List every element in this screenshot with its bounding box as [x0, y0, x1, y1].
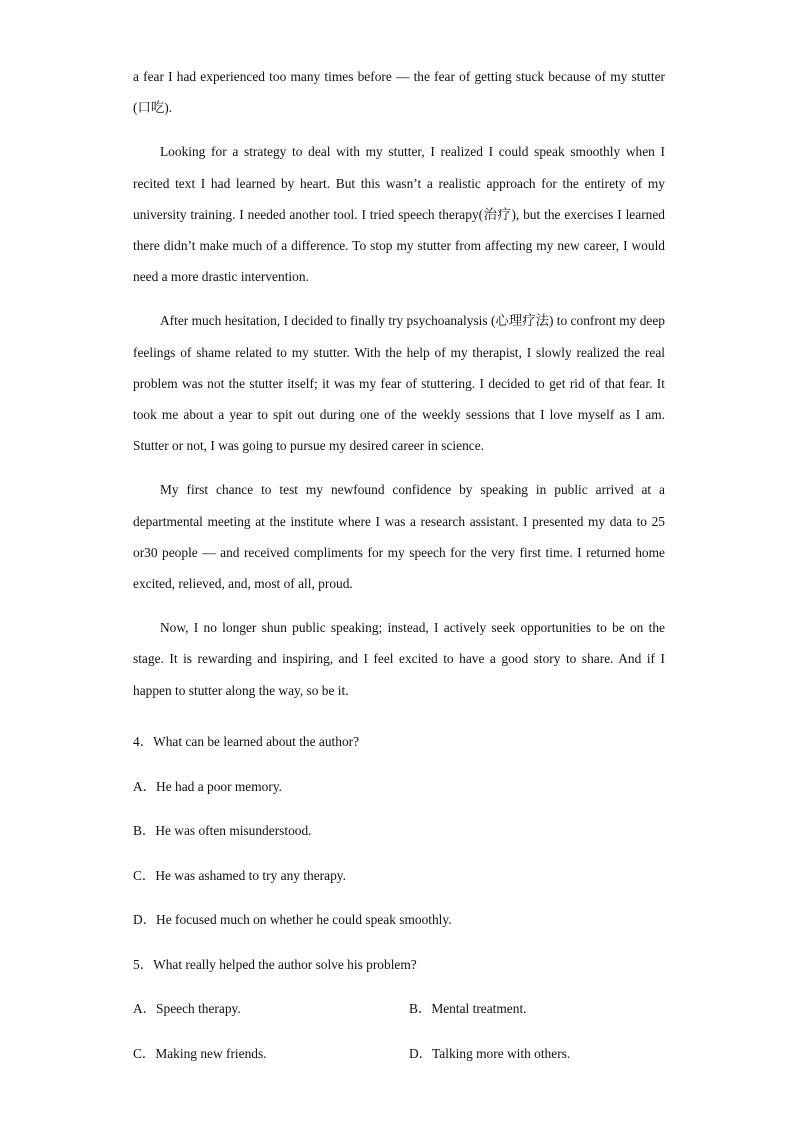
question-5-option-c: C．Making new friends.: [133, 1045, 267, 1061]
paragraph-1: a fear I had experienced too many times before — the fear of getting stuck because of my stutter (口吃).: [133, 69, 665, 116]
document-page: [133, 61, 665, 1064]
question-5-option-b: B．Mental treatment.: [409, 1000, 527, 1016]
question-4-option-b: B．He was often misunderstood.: [133, 822, 312, 838]
question-4-option-a: A．He had a poor memory.: [133, 778, 282, 794]
question-5-options-row-2: [133, 1044, 665, 1064]
paragraph-4: My first chance to test my newfound confidence by speaking in public arrived at a departmental meeting at the institute where I was a research assistant. I presented my data to 25 or30 people — and received compliments for my speech for the very first time. I returned home excited, relieved, and, most of all, proud.: [133, 482, 665, 592]
question-4-stem: 4．What can be learned about the author?: [133, 733, 360, 749]
question-4-option-d: D．He focused much on whether he could speak smoothly.: [133, 911, 452, 927]
question-5: [133, 955, 665, 1064]
question-5-stem: 5．What really helped the author solve his problem?: [133, 956, 417, 972]
paragraph-3: After much hesitation, I decided to finally try psychoanalysis (心理疗法) to confront my deep feelings of shame related to my stutter. With the help of my therapist, I slowly realized the real problem was not the stutter itself; it was my fear of stuttering. I decided to get rid of that fear. It took me about a year to spit out during one of the weekly sessions that I love myself as I am. Stutter or not, I was going to pursue my desired career in science.: [133, 313, 665, 454]
paragraph-5: Now, I no longer shun public speaking; instead, I actively seek opportunities to be on the stage. It is rewarding and inspiring, and I feel excited to have a good story to share. And if I happen to stutter along the way, so be it.: [133, 620, 665, 698]
question-4-option-c: C．He was ashamed to try any therapy.: [133, 867, 346, 883]
paragraph-2: Looking for a strategy to deal with my stutter, I realized I could speak smoothly when I recited text I had learned by heart. But this wasn’t a realistic approach for the entirety of my university training. I needed another tool. I tried speech therapy(治疗), but the exercises I learned there didn’t make much of a difference. To stop my stutter from affecting my new career, I would need a more drastic intervention.: [133, 144, 665, 285]
question-4: [133, 732, 665, 930]
question-5-option-a: A．Speech therapy.: [133, 1000, 241, 1016]
question-5-options-row-1: [133, 999, 665, 1019]
question-5-option-d: D．Talking more with others.: [409, 1045, 571, 1061]
